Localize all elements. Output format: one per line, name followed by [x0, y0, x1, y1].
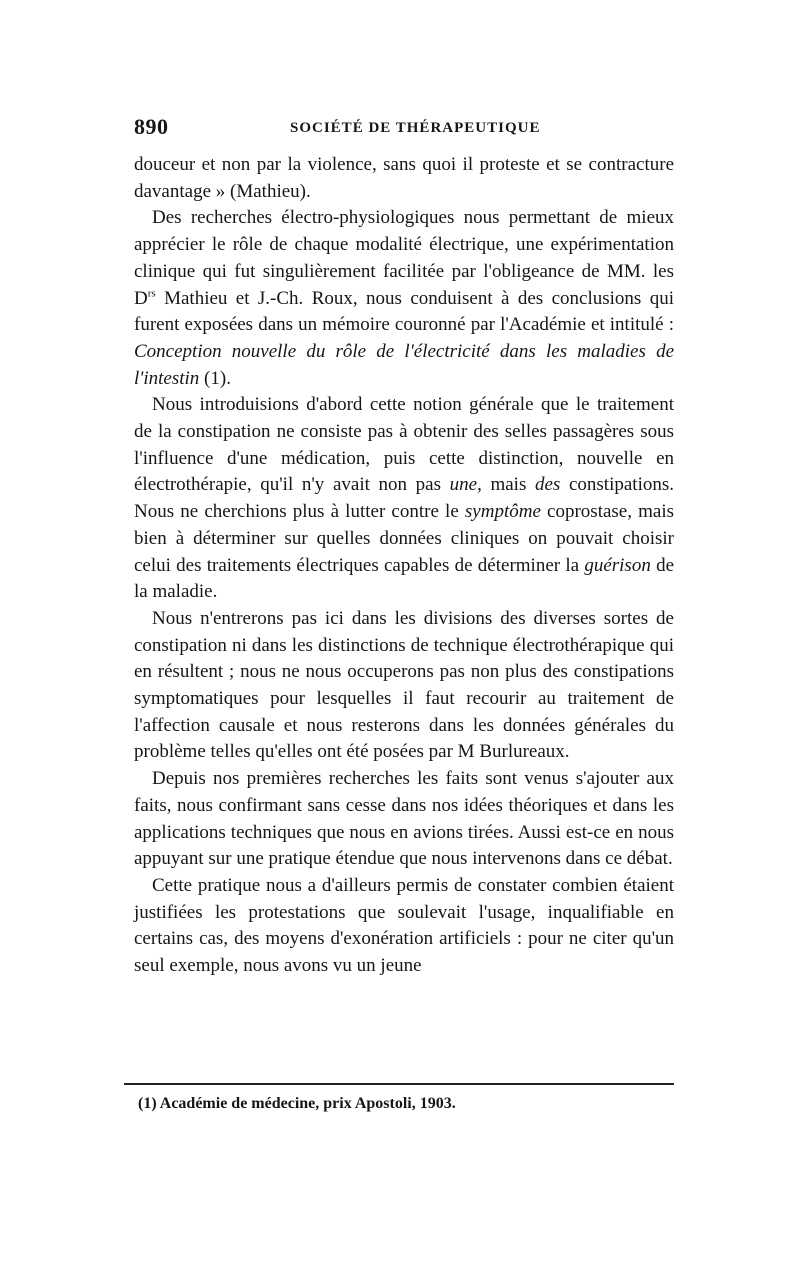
superscript: rs	[147, 287, 156, 300]
paragraph-text: Depuis nos premières recherches les faits sont venus s'ajouter aux faits, nous confirmant sans cesse dans nos idées théoriques et dans les applications techniques que nous en avions tirées. Aussi est-ce en nous appuyant sur une pratique étendue que nous intervenons dans ce débat.	[134, 768, 674, 870]
paragraph-facts	[134, 766, 674, 873]
italic-word: une	[449, 474, 478, 496]
paragraph-text: , mais	[477, 474, 535, 496]
paragraph-practice	[134, 873, 674, 980]
paragraph-text: Mathieu et J.-Ch. Roux, nous conduisent à des conclusions qui furent exposées dans un mémoire couronné par l'Académie et intitulé :	[134, 287, 674, 336]
paragraph-text: Des recherches électro-physiologiques nous permettant de mieux apprécier le rôle de chaque modalité électrique, une expérimentation clinique qui fut singulièrement facilitée par l'obligeance de MM. les D	[134, 207, 674, 309]
memoir-title: Conception nouvelle du rôle de l'électricité dans les maladies de l'intestin	[134, 340, 674, 389]
paragraph-text: douceur et non par la violence, sans quoi il proteste et se contracture davantage » (Mathieu).	[134, 154, 674, 202]
footnote: (1) Académie de médecine, prix Apostoli, 1903.	[138, 1095, 456, 1112]
paragraph-text: Nous introduisions d'abord cette notion générale que le traitement de la constipation ne consiste pas à obtenir des selles passagères sous l'influence d'une médication, puis cette distinction, nouvelle en électrothérapie, qu'il n'y avait non pas	[134, 394, 674, 496]
paragraph-text: constipations. Nous ne cherchions plus à lutter contre le	[134, 474, 674, 523]
italic-word: des	[535, 474, 561, 496]
page-number: 890	[134, 114, 169, 139]
paragraph-text: Cette pratique nous a d'ailleurs permis de constater combien étaient justifiées les protestations que soulevait l'usage, inqualifiable en certains cas, des moyens d'exonération artificiels : pour ne citer qu'un seul exemple, nous avons vu un jeune	[134, 874, 674, 977]
footnote-ref: (1).	[199, 367, 231, 389]
paragraph-notion	[134, 392, 674, 606]
paragraph-text: coprostase, mais bien à déterminer sur quelles données cliniques on pouvait choisir celui des traitements électriques capables de déterminer la	[134, 501, 675, 576]
paragraph-text: Nous n'entrerons pas ici dans les divisions des diverses sortes de constipation ni dans les distinctions de technique électrothérapique qui en résultent ; nous ne nous occuperons pas non plus des constipations symptomatiques pour lesquelles il faut recourir au traitement de l'affection causale et nous resterons dans les données générales du problème telles qu'elles ont été posées par M Burlureaux.	[134, 607, 674, 763]
paragraph-research	[134, 205, 674, 392]
paragraph-continuation	[134, 152, 674, 205]
page-header	[134, 114, 674, 146]
paragraph-text: de la maladie.	[134, 554, 674, 603]
italic-word: guérison	[584, 554, 651, 576]
running-head: SOCIÉTÉ DE THÉRAPEUTIQUE	[290, 120, 541, 136]
paragraph-divisions	[134, 606, 674, 766]
footnote-rule	[124, 1083, 674, 1085]
italic-word: symptôme	[464, 501, 541, 523]
body-text	[134, 152, 674, 980]
